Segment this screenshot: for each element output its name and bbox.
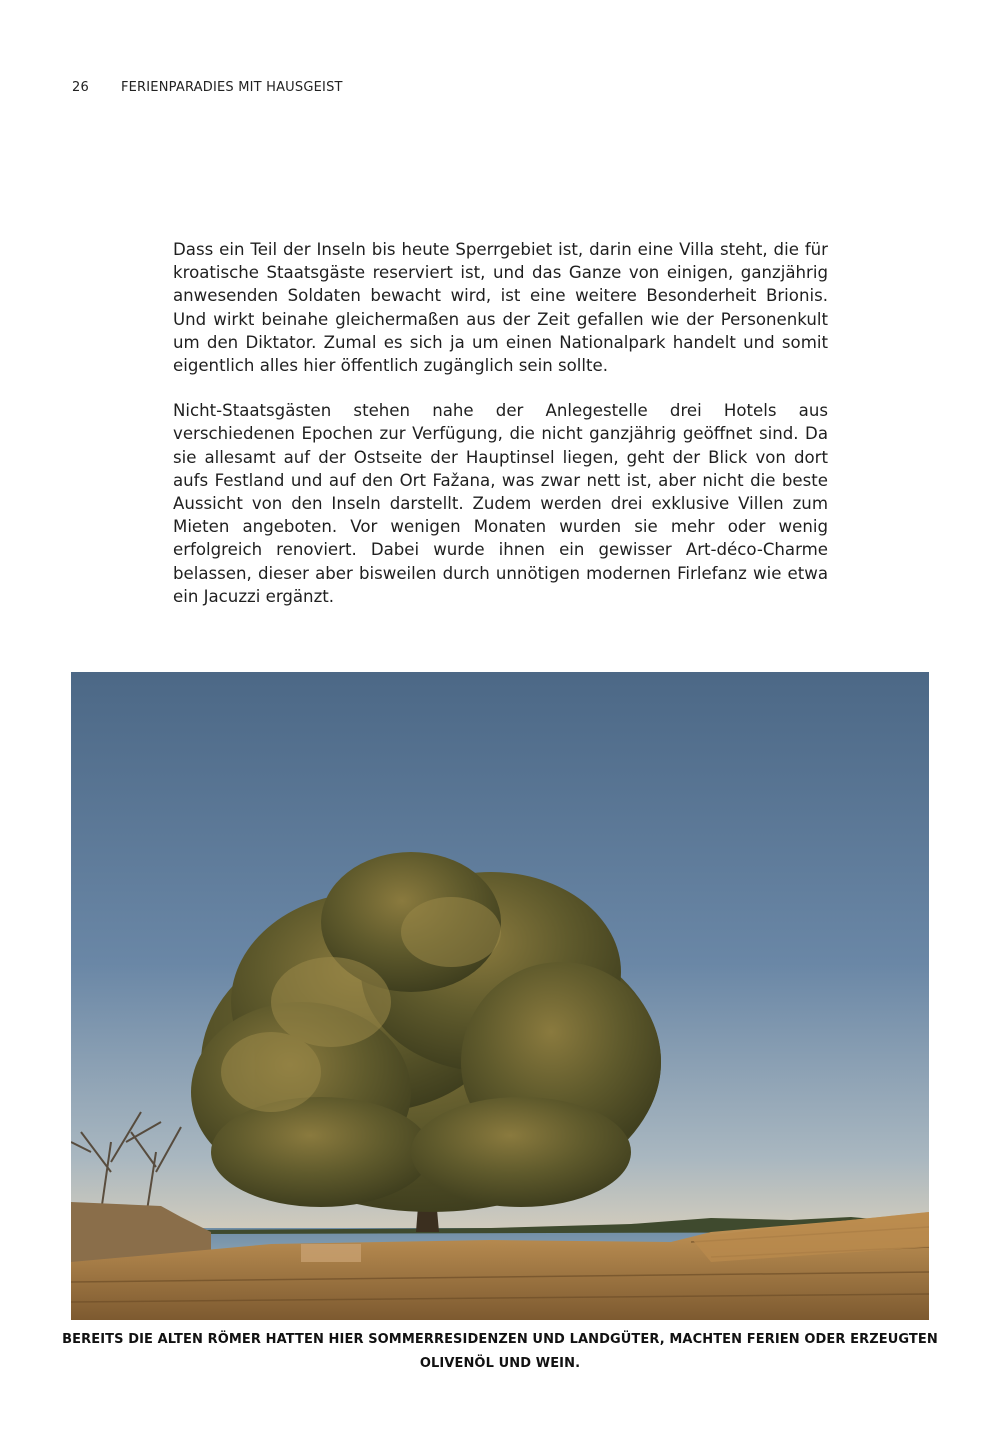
paragraph: Nicht-Staatsgästen stehen nahe der Anlegestelle drei Hotels aus verschiedenen Epochen zur Verfügung, die nicht ganzjährig geöffnet sind. Da sie allesamt auf der Ostseite der Hauptinsel liegen, geht der Blick von dort aufs Festland und auf den Ort Fažana, was zwar nett ist, aber nicht die beste Aussicht von den Inseln darstellt. Zudem werden drei exklusive Villen zum Mieten angeboten. Vor wenigen Monaten wurden sie mehr oder wenig erfolgreich renoviert. Dabei wurde ihnen ein gewisser Art-déco-Charme belassen, dieser aber bisweilen durch unnötigen modernen Firlefanz wie etwa ein Jacuzzi ergänzt. bbox=[173, 401, 828, 606]
tree-ruins-photo bbox=[71, 672, 929, 1320]
running-header bbox=[72, 80, 343, 95]
article-body bbox=[173, 238, 828, 630]
paragraph: Dass ein Teil der Inseln bis heute Sperrgebiet ist, darin eine Villa steht, die für kroatische Staatsgäste reserviert ist, und das Ganze von einigen, ganzjährig anwesenden Soldaten bewacht wird, ist eine weitere Besonderheit Brionis. Und wirkt beinahe gleichermaßen aus der Zeit gefallen wie der Personenkult um den Diktator. Zumal es sich ja um einen Nationalpark handelt und somit eigentlich alles hier öffentlich zugänglich sein sollte. bbox=[173, 240, 828, 376]
page-number: 26 bbox=[72, 80, 89, 95]
photo-caption: BEREITS DIE ALTEN RÖMER HATTEN HIER SOMMERRESIDENZEN UND LANDGÜTER, MACHTEN FERIEN ODER ERZEUGTEN OLIVENÖL UND WEIN. bbox=[62, 1332, 938, 1371]
running-title: FERIENPARADIES MIT HAUSGEIST bbox=[120, 80, 343, 95]
